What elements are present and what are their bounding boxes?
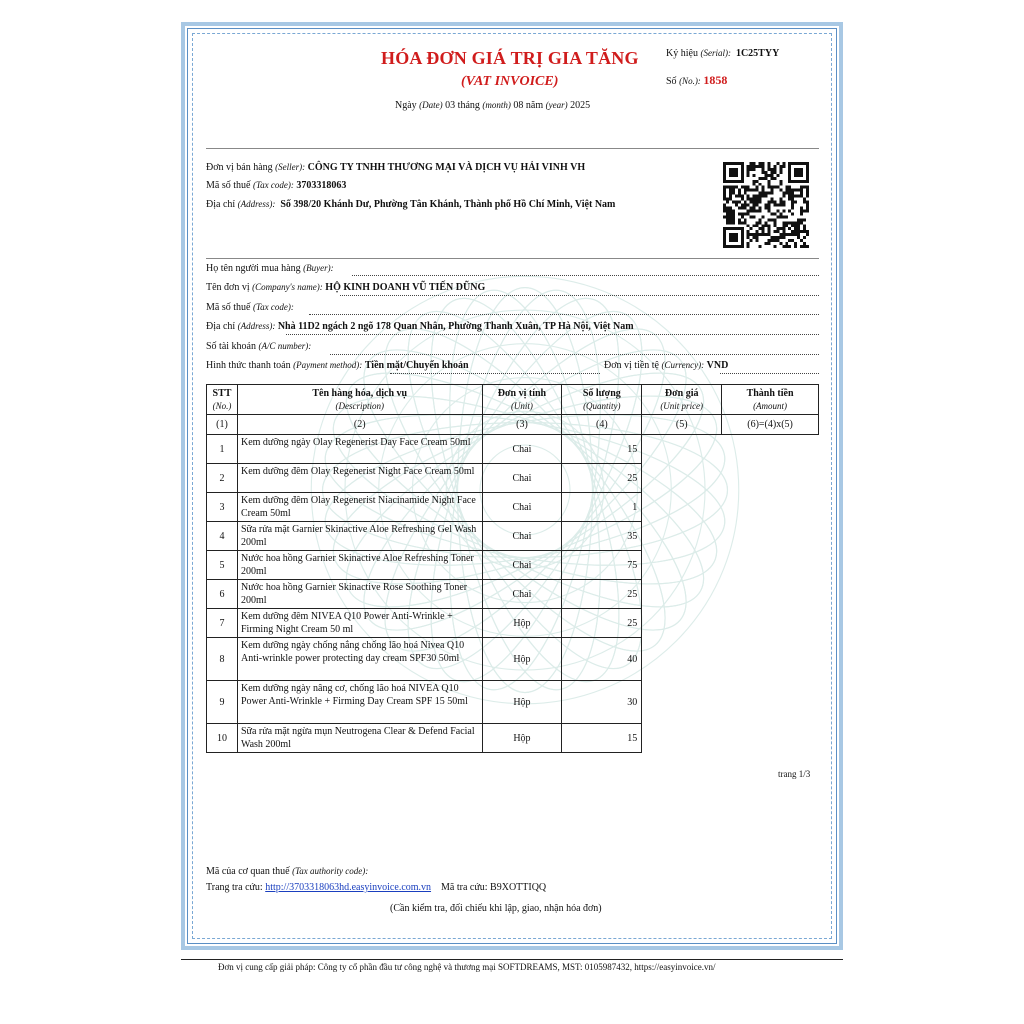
item-quantity: 25 (562, 609, 642, 638)
dotted-line (286, 334, 819, 335)
item-description: Kem dưỡng ngày Olay Regenerist Day Face Cream 50ml (237, 435, 482, 464)
column-index: (6)=(4)x(5) (722, 415, 819, 435)
page-number: trang 1/3 (778, 769, 811, 779)
seller-name: Đơn vị bán hàng (Seller): CÔNG TY TNHH THƯƠNG MẠI VÀ DỊCH VỤ HẢI VINH VH (206, 162, 586, 173)
lookup-line: Trang tra cứu: http://3703318063hd.easyinvoice.com.vn Mã tra cứu: B9XOTTIQQ (206, 882, 547, 893)
row-number: 3 (207, 493, 238, 522)
column-index: (5) (642, 415, 722, 435)
buyer-name: Họ tên người mua hàng (Buyer): (206, 263, 334, 274)
column-header: Tên hàng hóa, dịch vụ (Description) (237, 385, 482, 415)
dotted-line (309, 314, 819, 315)
column-index: (4) (562, 415, 642, 435)
seller-address: Địa chỉ (Address): Số 398/20 Khánh Dư, Phường Tân Khánh, Thành phố Hồ Chí Minh, Việt Nam (206, 199, 616, 210)
serial-value: 1C25TYY (735, 48, 780, 59)
item-description: Kem dưỡng ngày chống nắng chống lão hoá Nivea Q10 Anti-wrinkle power protecting day cream SPF30 50ml (237, 638, 482, 681)
column-header: STT (No.) (207, 385, 238, 415)
item-unit: Hộp (482, 609, 562, 638)
column-header: Đơn vị tính (Unit) (482, 385, 562, 415)
row-number: 2 (207, 464, 238, 493)
invoice-number: Số (No.): 1858 (666, 73, 728, 87)
buyer-company: Tên đơn vị (Company's name): HỘ KINH DOANH VŨ TIẾN DŨNG (206, 282, 486, 293)
column-header: Đơn giá (Unit price) (642, 385, 722, 415)
buyer-tax-code: Mã số thuế (Tax code): (206, 302, 294, 313)
divider (206, 148, 819, 149)
row-number: 6 (207, 580, 238, 609)
number-value: 1858 (703, 73, 728, 87)
item-description: Kem dưỡng ngày nâng cơ, chống lão hoá NIVEA Q10 Power Anti-Wrinkle + Firming Day Cream SPF 15 50ml (237, 681, 482, 724)
item-unit: Chai (482, 464, 562, 493)
item-quantity: 25 (562, 580, 642, 609)
item-unit: Chai (482, 493, 562, 522)
item-unit: Hộp (482, 724, 562, 753)
dotted-line (340, 295, 819, 296)
blank-price-area (642, 435, 819, 753)
item-quantity: 35 (562, 522, 642, 551)
invoice-date: Ngày (Date) 03 tháng (month) 08 năm (year) 2025 (395, 100, 591, 111)
item-unit: Chai (482, 551, 562, 580)
row-number: 5 (207, 551, 238, 580)
footer-divider (181, 959, 843, 960)
row-number: 1 (207, 435, 238, 464)
item-description: Kem dưỡng đêm NIVEA Q10 Power Anti-Wrinkle + Firming Night Cream 50 ml (237, 609, 482, 638)
item-unit: Chai (482, 580, 562, 609)
buyer-address: Địa chỉ (Address): Nhà 11D2 ngách 2 ngõ 178 Quan Nhân, Phường Thanh Xuân, TP Hà Nội, Việt Nam (206, 321, 634, 332)
item-description: Sữa rửa mặt ngừa mụn Neutrogena Clear & Defend Facial Wash 200ml (237, 724, 482, 753)
row-number: 4 (207, 522, 238, 551)
currency: Đơn vị tiền tệ (Currency): VND (604, 360, 729, 371)
items-table (206, 384, 819, 753)
table-index-row (207, 415, 819, 435)
dotted-line (390, 373, 600, 374)
item-quantity: 1 (562, 493, 642, 522)
item-description: Sữa rửa mặt Garnier Skinactive Aloe Refreshing Gel Wash 200ml (237, 522, 482, 551)
item-quantity: 75 (562, 551, 642, 580)
dotted-line (720, 373, 819, 374)
lookup-code: B9XOTTIQQ (490, 882, 547, 893)
dotted-line (352, 275, 819, 276)
item-description: Kem dưỡng đêm Olay Regenerist Night Face Cream 50ml (237, 464, 482, 493)
table-row (207, 435, 819, 464)
item-quantity: 30 (562, 681, 642, 724)
row-number: 9 (207, 681, 238, 724)
divider (206, 258, 819, 259)
lookup-link[interactable]: http://3703318063hd.easyinvoice.com.vn (265, 882, 432, 893)
qr-code (723, 162, 809, 248)
item-description: Nước hoa hồng Garnier Skinactive Rose Soothing Toner 200ml (237, 580, 482, 609)
table-header-row (207, 385, 819, 415)
row-number: 7 (207, 609, 238, 638)
item-description: Nước hoa hồng Garnier Skinactive Aloe Refreshing Toner 200ml (237, 551, 482, 580)
invoice-serial: Ký hiệu (Serial): 1C25TYY (666, 48, 780, 59)
buyer-account: Số tài khoản (A/C number): (206, 341, 312, 352)
item-description: Kem dưỡng đêm Olay Regenerist Niacinamide Night Face Cream 50ml (237, 493, 482, 522)
payment-method: Hình thức thanh toán (Payment method): Tiền mặt/Chuyển khoản (206, 360, 469, 371)
item-quantity: 15 (562, 435, 642, 464)
invoice-subtitle: (VAT INVOICE) (461, 74, 559, 89)
item-unit: Chai (482, 435, 562, 464)
seller-tax-code: Mã số thuế (Tax code): 3703318063 (206, 180, 347, 191)
column-index: (2) (237, 415, 482, 435)
column-header: Thành tiền (Amount) (722, 385, 819, 415)
column-index: (1) (207, 415, 238, 435)
item-quantity: 40 (562, 638, 642, 681)
item-quantity: 15 (562, 724, 642, 753)
tax-authority-code: Mã của cơ quan thuế (Tax authority code): (206, 866, 369, 877)
provider-footer: Đơn vị cung cấp giải pháp: Công ty cổ phần đầu tư công nghệ và thương mại SOFTDREAMS, MST: 0105987432, https://easyinvoice.vn/ (218, 962, 716, 972)
item-quantity: 25 (562, 464, 642, 493)
dotted-line (330, 354, 819, 355)
column-header: Số lượng (Quantity) (562, 385, 642, 415)
item-unit: Hộp (482, 638, 562, 681)
row-number: 8 (207, 638, 238, 681)
item-unit: Chai (482, 522, 562, 551)
verification-note: (Cần kiểm tra, đối chiếu khi lập, giao, nhận hóa đơn) (390, 903, 602, 914)
item-unit: Hộp (482, 681, 562, 724)
invoice-title: HÓA ĐƠN GIÁ TRỊ GIA TĂNG (381, 48, 639, 68)
column-index: (3) (482, 415, 562, 435)
row-number: 10 (207, 724, 238, 753)
